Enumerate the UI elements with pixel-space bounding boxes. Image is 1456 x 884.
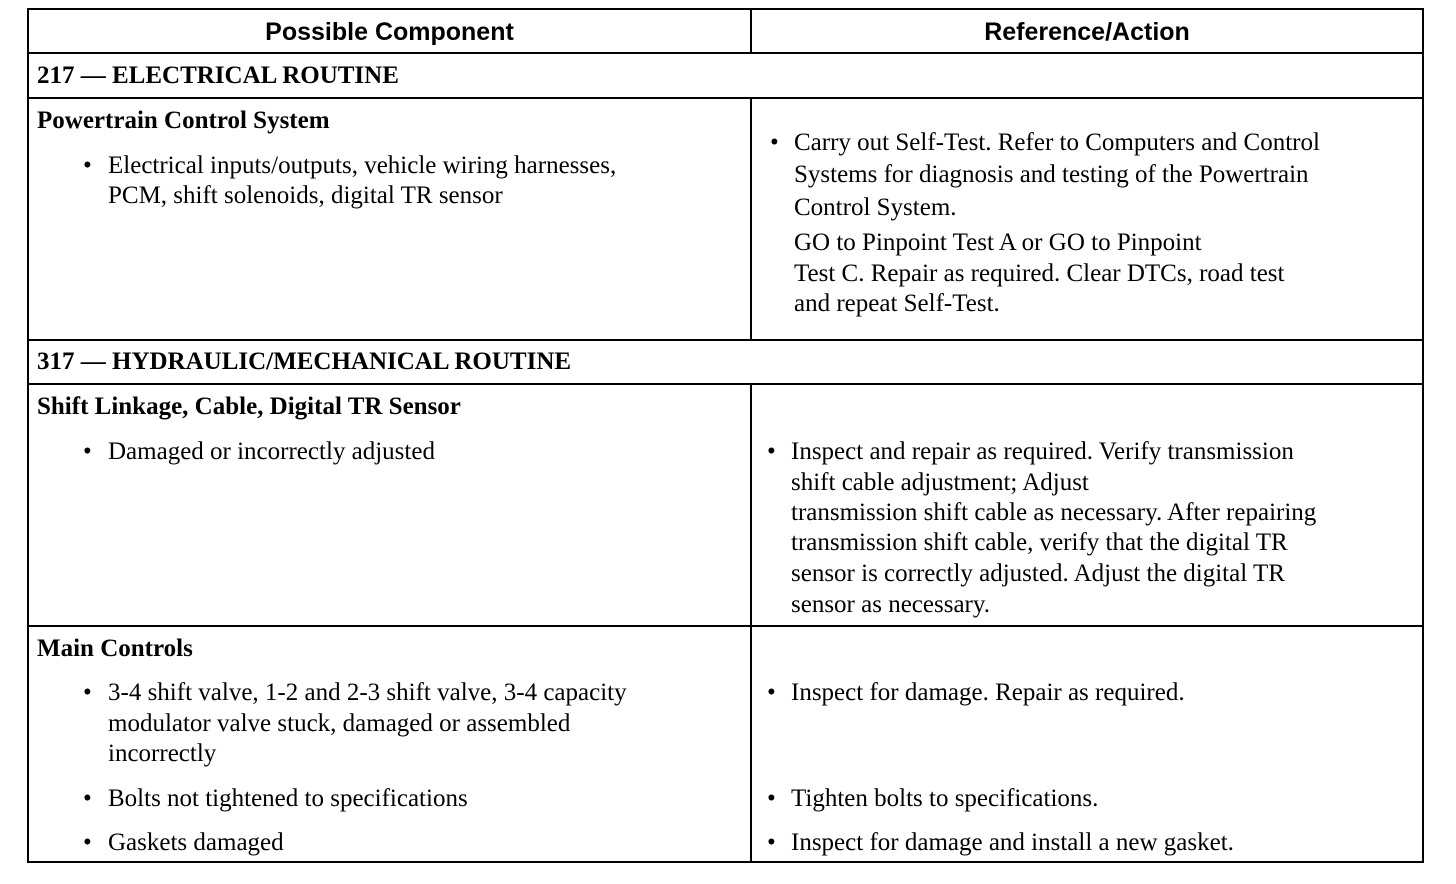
cause-line: 3-4 shift valve, 1-2 and 2-3 shift valve, 3-4 capacity [108,679,627,706]
action-line: Inspect and repair as required. Verify transmission [791,438,1294,465]
section-title-hydraulic: 317 — HYDRAULIC/MECHANICAL ROUTINE [37,348,572,375]
action-line: Control System. [794,194,957,221]
cause-line: Gaskets damaged [108,829,284,856]
action-line: shift cable adjustment; Adjust [791,469,1089,496]
cause-line: modulator valve stuck, damaged or assembled [108,710,571,737]
action-line: sensor as necessary. [791,591,990,618]
cause-line: Damaged or incorrectly adjusted [108,438,435,465]
column-header-component: Possible Component [265,18,514,46]
cause-line: PCM, shift solenoids, digital TR sensor [108,182,503,209]
bullet-icon: • [770,129,779,156]
bullet-icon: • [83,679,92,706]
bullet-icon: • [83,829,92,856]
bullet-icon: • [767,438,776,465]
cause-line: Bolts not tightened to specifications [108,785,468,812]
action-line: Inspect for damage and install a new gasket. [791,829,1234,856]
action-line: sensor is correctly adjusted. Adjust the digital TR [791,560,1285,587]
action-line: and repeat Self-Test. [794,290,1000,317]
row-divider [29,97,1422,99]
bullet-icon: • [83,785,92,812]
component-title-powertrain: Powertrain Control System [37,107,330,134]
cause-line: incorrectly [108,740,217,767]
row-divider [29,339,1422,341]
component-title-shift-linkage: Shift Linkage, Cable, Digital TR Sensor [37,393,461,420]
column-divider [750,385,752,861]
action-line: Inspect for damage. Repair as required. [791,679,1185,706]
column-divider [750,99,752,341]
row-divider [29,383,1422,385]
action-line: Systems for diagnosis and testing of the Powertrain [794,161,1309,188]
row-divider [29,625,1422,627]
bullet-icon: • [767,829,776,856]
diagnosis-table [27,8,1424,863]
action-line: transmission shift cable as necessary. After repairing [791,499,1317,526]
action-line: Tighten bolts to specifications. [791,785,1099,812]
section-title-electrical: 217 — ELECTRICAL ROUTINE [37,62,399,89]
column-header-reference: Reference/Action [984,18,1190,46]
action-line: Carry out Self-Test. Refer to Computers and Control [794,129,1320,156]
component-title-main-controls: Main Controls [37,635,193,662]
action-line: transmission shift cable, verify that the digital TR [791,529,1288,556]
cause-line: Electrical inputs/outputs, vehicle wiring harnesses, [108,152,617,179]
bullet-icon: • [83,438,92,465]
action-line: Test C. Repair as required. Clear DTCs, road test [794,260,1285,287]
bullet-icon: • [83,152,92,179]
action-line: GO to Pinpoint Test A or GO to Pinpoint [794,229,1202,256]
bullet-icon: • [767,679,776,706]
bullet-icon: • [767,785,776,812]
